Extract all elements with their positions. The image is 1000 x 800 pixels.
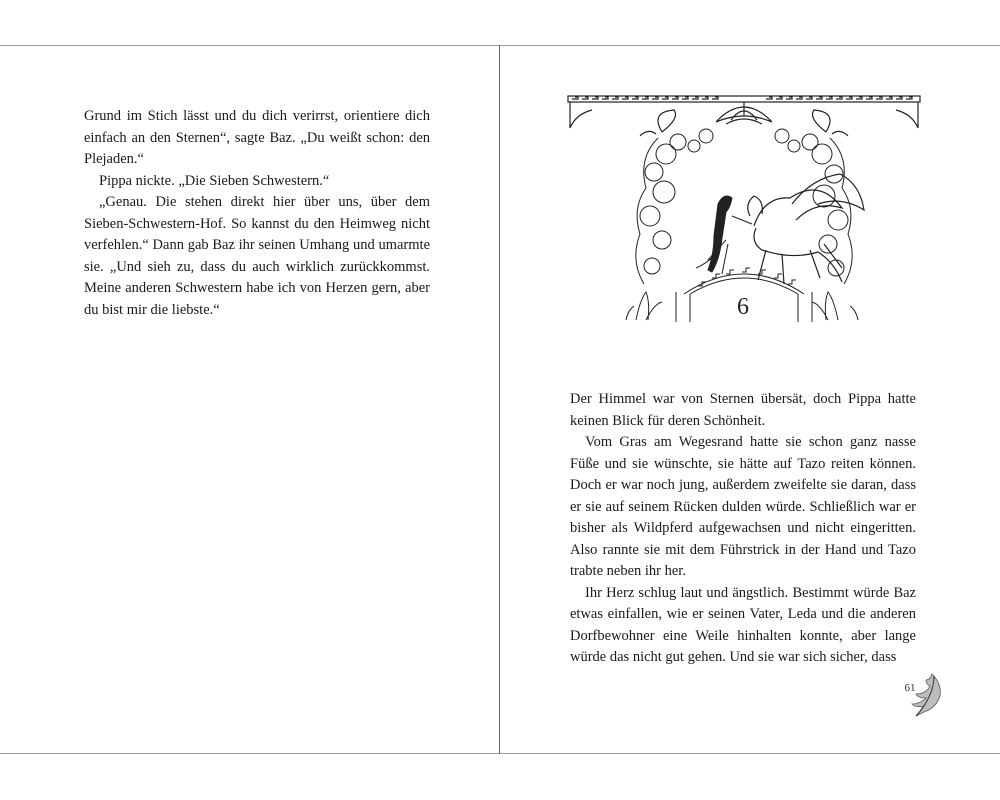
chapter-number: 6 <box>737 294 749 320</box>
paragraph: Grund im Stich lässt und du dich verirrst, orientiere dich einfach an den Sternen“, sagte Baz. „Du weißt schon: den Plejaden.“ <box>84 108 430 167</box>
paragraph: „Genau. Die stehen direkt hier über uns, über dem Sieben-Schwestern-Hof. So kannst du den Heimweg nicht verfehlen.“ Dann gab Baz ihr seinen Umhang und umarmte sie. „Und sieh zu, dass du auch wirklich zurückkommst. Meine anderen Schwestern habe ich von Herzen gern, aber du bist mir die liebste.“ <box>84 194 430 318</box>
feather-icon <box>910 670 944 718</box>
right-page <box>500 46 1000 753</box>
paragraph: Der Himmel war von Sternen übersät, doch Pippa hatte keinen Blick für deren Schönheit. <box>570 391 916 429</box>
paragraph: Vom Gras am Wegesrand hatte sie schon ganz nasse Füße und sie wünschte, sie hätte auf Tazo reiten können. Doch er war noch jung, außerdem zweifelte sie daran, dass er sie auf seinem Rücken dulden würde. Schließlich war er bisher als Wildpferd aufgewachsen und nicht eingeritten. Also rannte sie mit dem Führstrick in der Hand und Tazo trabte neben ihr her. <box>570 434 916 579</box>
girl-and-pegasus-illustration <box>566 94 922 322</box>
left-page-text <box>84 106 430 321</box>
paragraph: Ihr Herz schlug laut und ängstlich. Bestimmt würde Baz etwas einfallen, wie er seinen Vater, Leda und die anderen Dorfbewohner eine Weile hinhalten konnte, aber lange würde das nicht gut gehen. Und sie war sich sicher, dass <box>570 584 916 665</box>
left-page <box>0 46 499 753</box>
page-number: 61 <box>904 682 916 694</box>
right-page-text <box>570 389 916 669</box>
paragraph: Pippa nickte. „Die Sieben Schwestern.“ <box>99 172 330 189</box>
page-bottom-edge <box>0 753 1000 754</box>
